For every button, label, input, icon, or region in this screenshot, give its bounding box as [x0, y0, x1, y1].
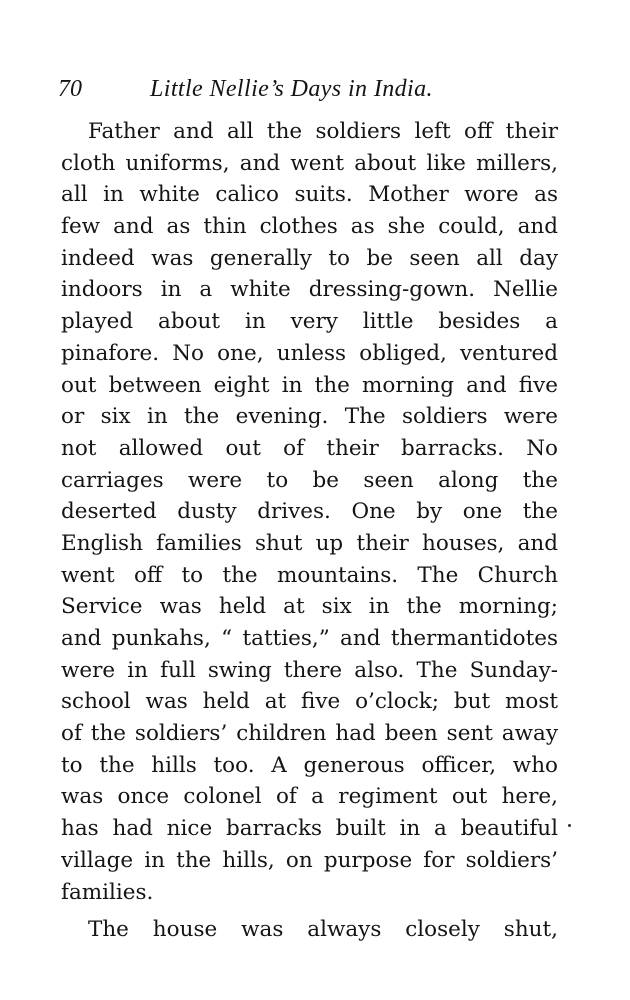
text-line: carriages were to be seen along the: [61, 467, 558, 493]
text-line: or six in the evening. The soldiers were: [61, 404, 558, 430]
text-line: not allowed out of their barracks. No: [61, 435, 558, 461]
text-line: to the hills too. A generous officer, who: [61, 752, 558, 778]
text-line: families.: [61, 879, 154, 905]
text-line: were in full swing there also. The Sunday-: [61, 657, 558, 683]
text-line: out between eight in the morning and five: [61, 372, 558, 398]
text-line: English families shut up their houses, and: [61, 530, 558, 556]
page-number: 70: [58, 76, 82, 102]
text-line: Father and all the soldiers left off their: [88, 119, 558, 144]
text-line: deserted dusty drives. One by one the: [61, 499, 558, 525]
paragraph-1: [61, 116, 558, 908]
paragraph-2: [61, 914, 558, 946]
text-line: indeed was generally to be seen all day: [61, 245, 558, 271]
text-line: school was held at five o’clock; but most: [61, 689, 558, 715]
running-title: Little Nellie’s Days in India.: [150, 76, 433, 102]
text-line: all in white calico suits. Mother wore as: [61, 182, 558, 208]
text-line: and punkahs, “ tatties,” and thermantidotes: [61, 626, 558, 651]
text-line: pinafore. No one, unless obliged, ventured: [61, 340, 558, 366]
text-line: Service was held at six in the morning;: [61, 594, 558, 620]
text-line: played about in very little besides a: [61, 309, 558, 335]
body-text: [61, 116, 558, 946]
text-line: The house was always closely shut,: [88, 917, 558, 943]
text-line: was once colonel of a regiment out here,: [61, 784, 558, 810]
text-line: village in the hills, on purpose for soldiers’: [61, 847, 558, 873]
text-line: indoors in a white dressing-gown. Nellie: [61, 277, 558, 303]
text-line: few and as thin clothes as she could, and: [61, 214, 558, 240]
ink-speck: [568, 824, 571, 827]
text-line: has had nice barracks built in a beautiful: [61, 816, 558, 842]
text-line: of the soldiers’ children had been sent away: [61, 721, 558, 747]
text-line: cloth uniforms, and went about like millers,: [61, 150, 558, 176]
running-head: [58, 72, 478, 106]
text-line: went off to the mountains. The Church: [61, 562, 558, 588]
